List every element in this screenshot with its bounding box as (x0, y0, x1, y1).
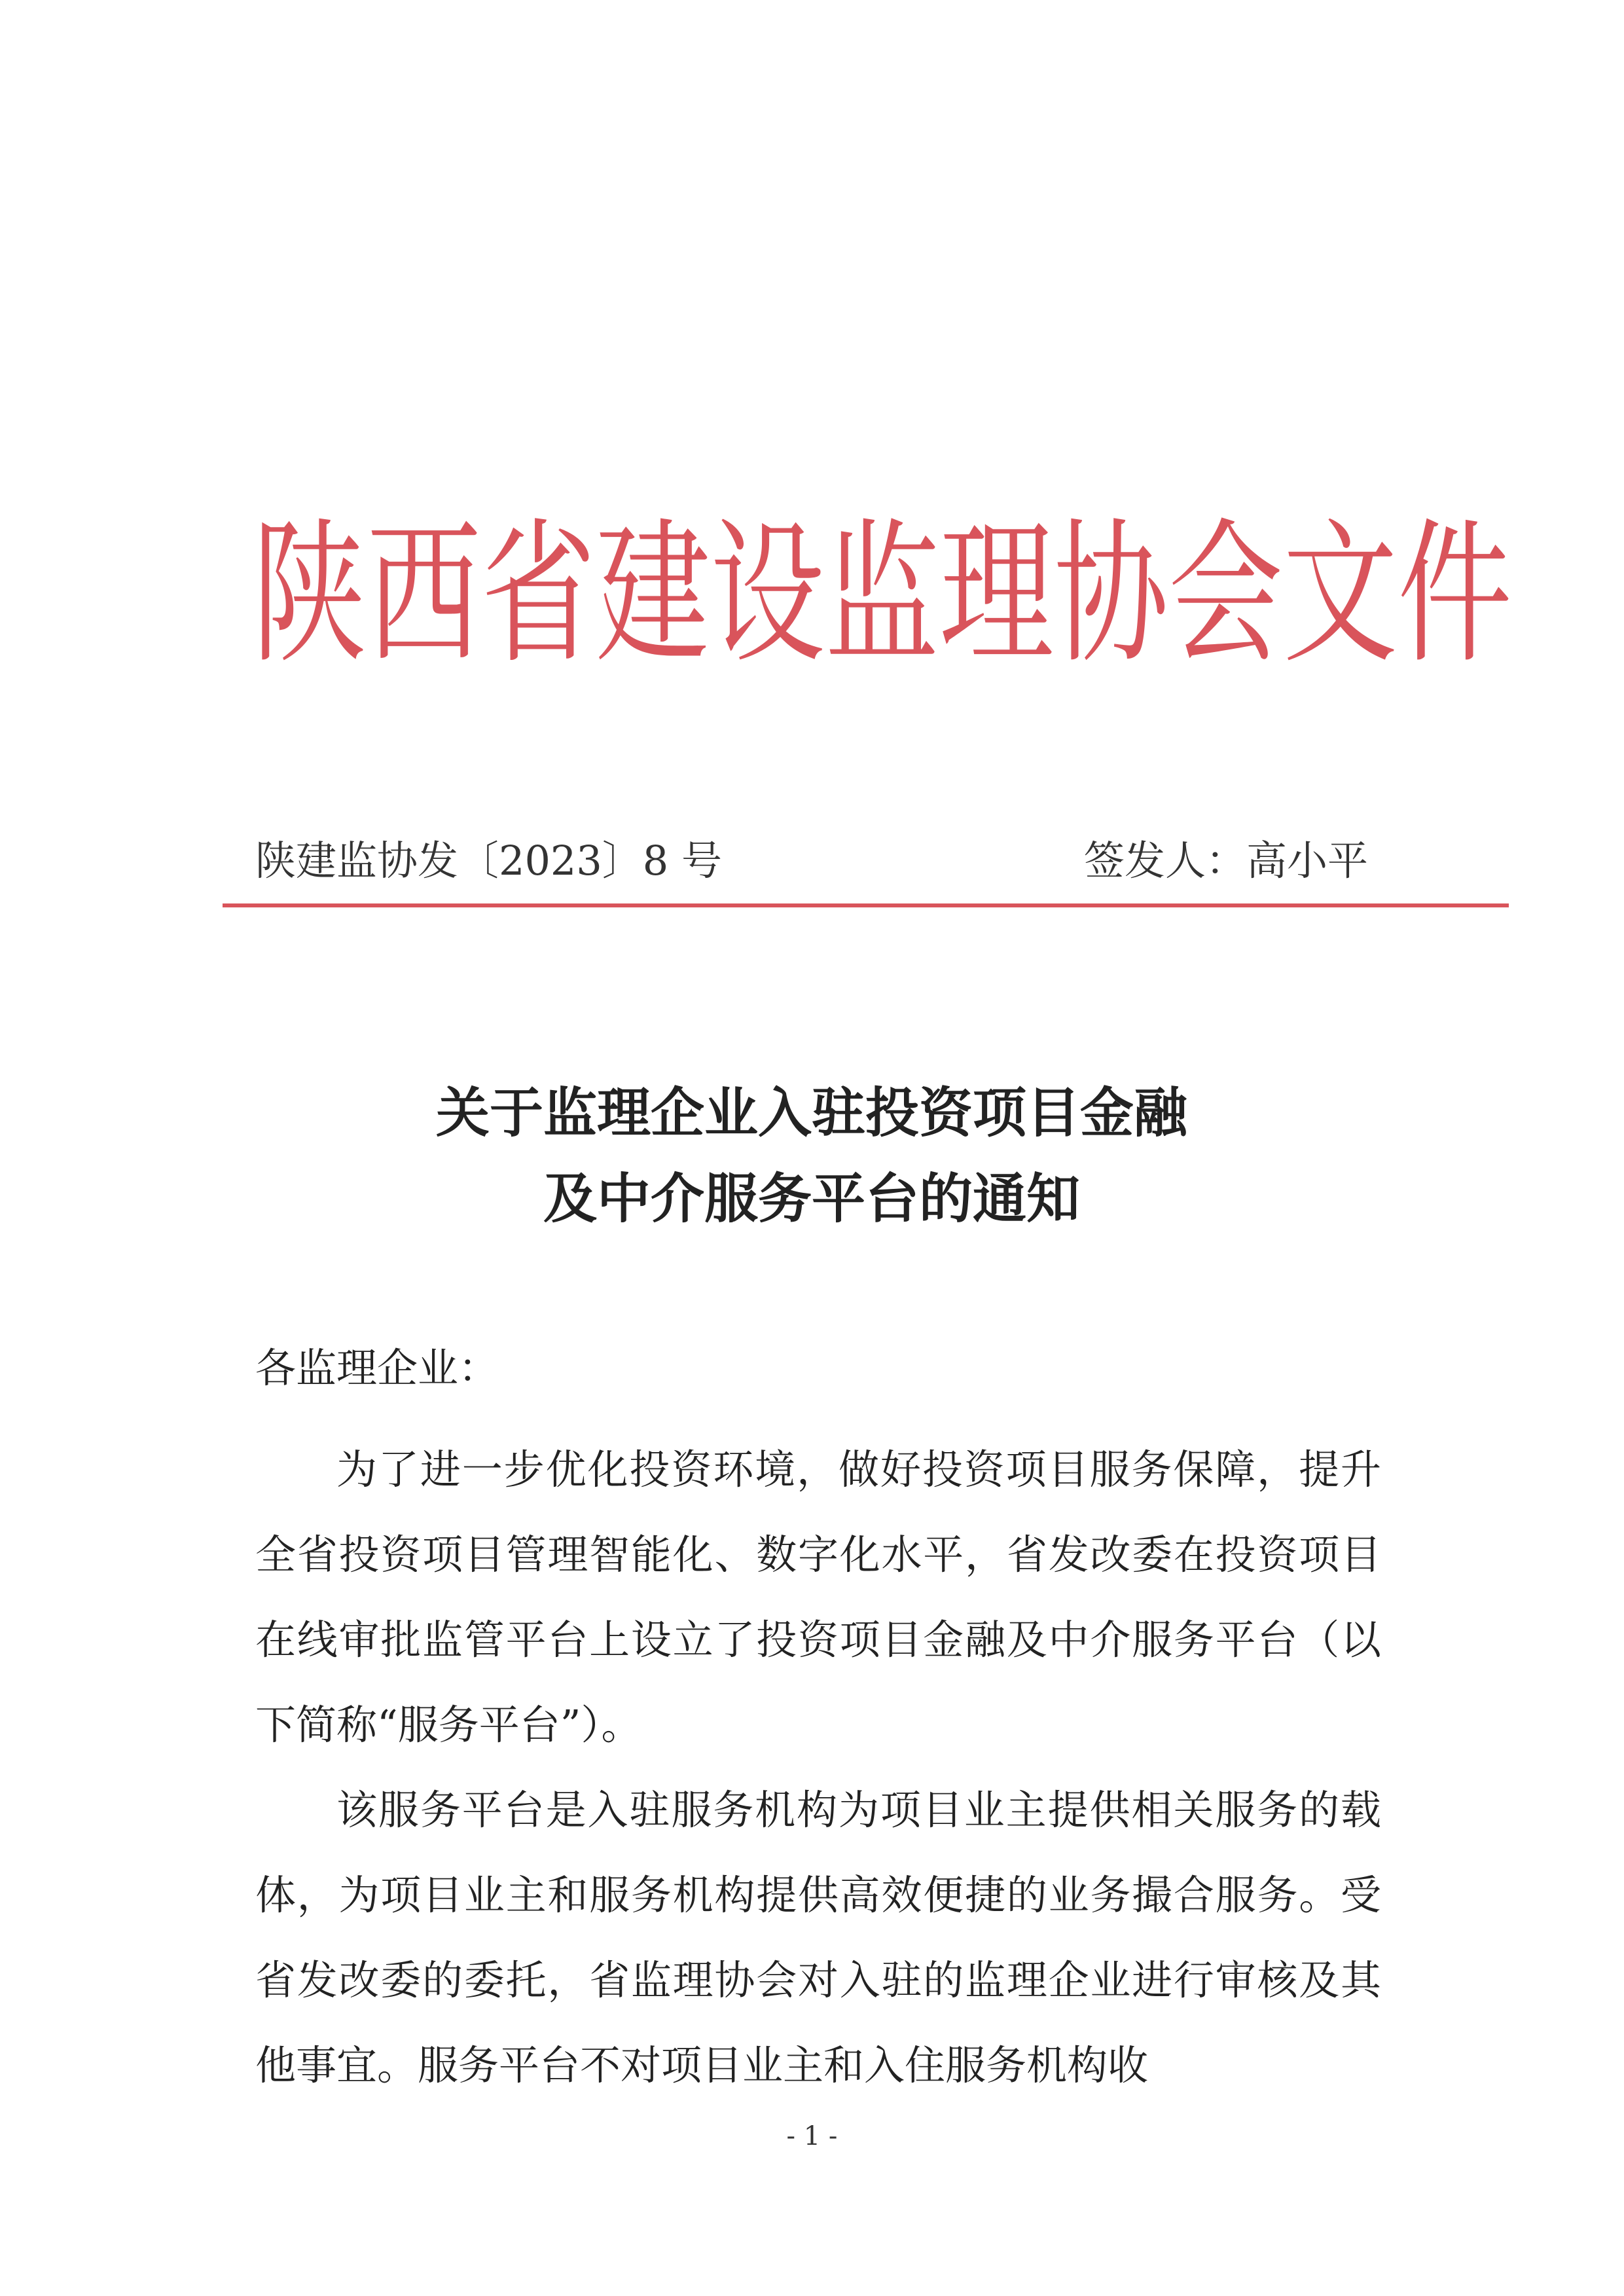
salutation: 各监理企业： (255, 1344, 499, 1392)
body-paragraph-1: 为了进一步优化投资环境，做好投资项目服务保障，提升全省投资项目管理智能化、数字化水平，省发改委在投资项目在线审批监管平台上设立了投资项目金融及中介服务平台（以下简称“服务平台”）。 (255, 1446, 1381, 1749)
red-header-title: 陕西省建设监理协会文件 (252, 505, 1512, 685)
page-number: - 1 - (786, 2121, 838, 2151)
document-meta (255, 828, 1368, 886)
notice-title-line-2: 及中介服务平台的通知 (543, 1167, 1080, 1231)
issuer: 签发人：高小平 (1083, 837, 1368, 884)
notice-title (196, 1070, 1427, 1242)
red-separator-line (223, 903, 1509, 907)
notice-title-line-1: 关于监理企业入驻投资项目金融 (435, 1082, 1187, 1144)
body-paragraph-2: 该服务平台是入驻服务机构为项目业主提供相关服务的载体，为项目业主和服务机构提供高效便捷的业务撮合服务。受省发改委的委托，省监理协会对入驻的监理企业进行审核及其他事宜。服务平台不对项目业主和入住服务机构收 (255, 1786, 1381, 2089)
document-number: 陕建监协发〔2023〕8 号 (255, 837, 722, 884)
notice-body (255, 1427, 1381, 2108)
